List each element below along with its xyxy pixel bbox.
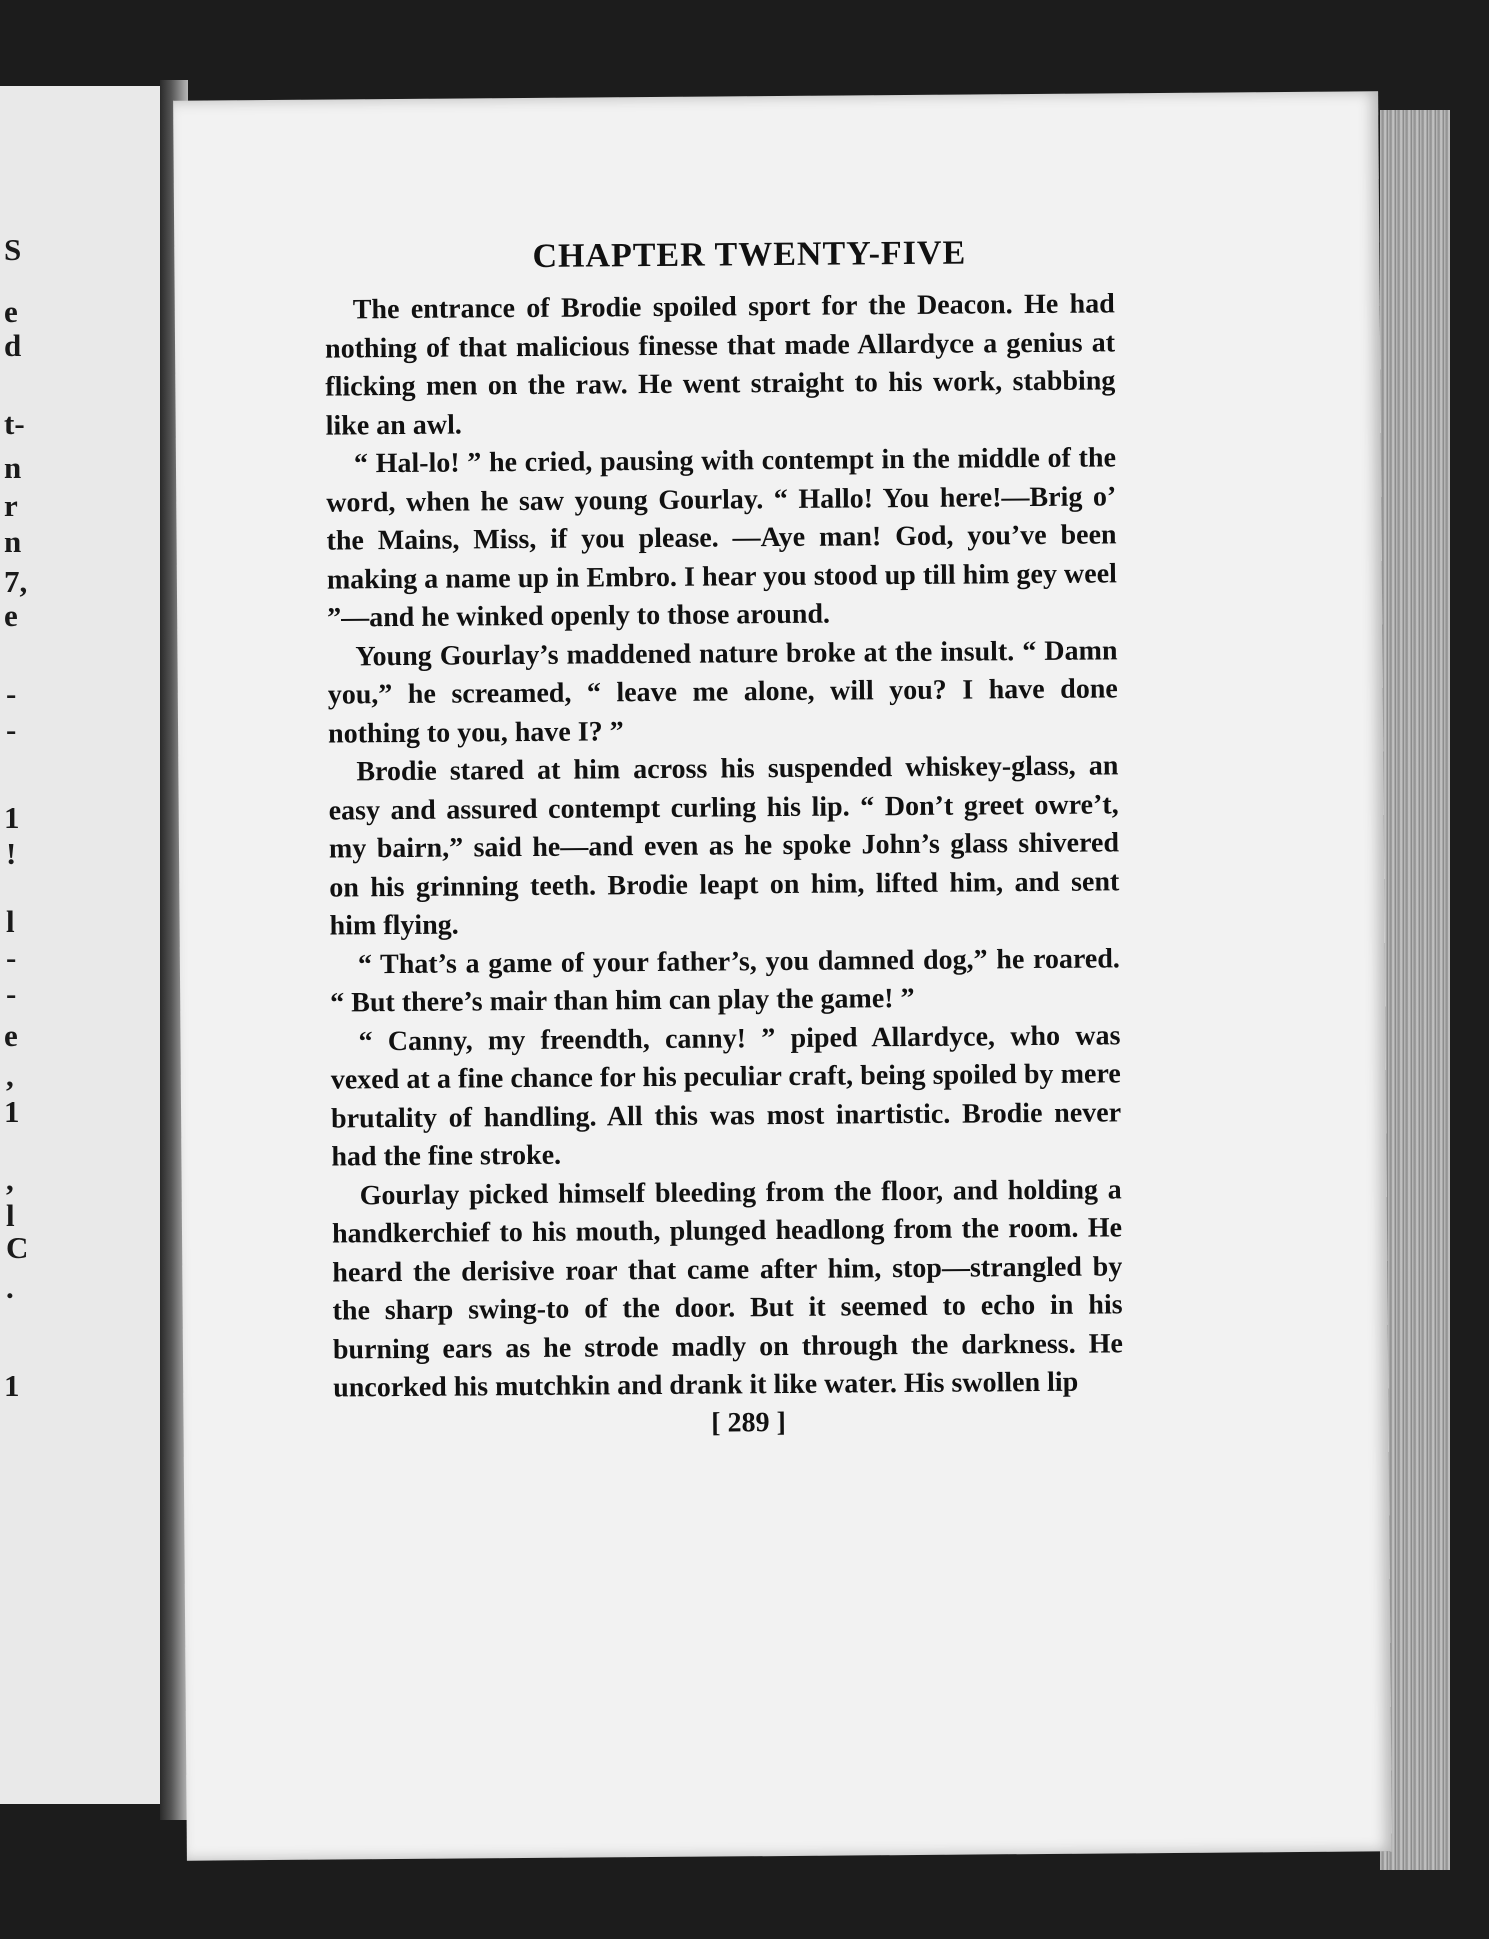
- paragraph: The entrance of Brodie spoiled sport for the Deacon. He had nothing of that malicious finesse that made Allardyce a genius at flicking men on the raw. He went straight to his work, stabbing like an awl.: [324, 288, 1116, 442]
- facing-page-text-fragment: n: [4, 450, 22, 485]
- paragraph: “ Hal-lo! ” he cried, pausing with contempt in the middle of the word, when he saw young Gourlay. “ Hallo! You here!—Brig o’ the Mains, Miss, if you please. —Aye man! God, you’ve been making a name up in Embro. I hear you stood up till him gey weel ”—and he winked openly to those around.: [326, 442, 1117, 634]
- facing-page-text-fragment: 7,: [4, 564, 28, 599]
- facing-page-text-fragment: ,: [6, 1162, 14, 1197]
- facing-page-text-fragment: e: [4, 294, 18, 329]
- facing-page-text-fragment: !: [6, 836, 17, 871]
- facing-page-text-fragment: -: [6, 676, 17, 711]
- facing-page-text-fragment: 1: [4, 1368, 20, 1403]
- book-page: [173, 91, 1392, 1860]
- paragraph: “ Canny, my freendth, canny! ” piped Allardyce, who was vexed at a fine chance for his peculiar craft, being spoiled by mere brutality of handling. All this was most inartistic. Brodie never had the fine stroke.: [330, 1019, 1122, 1173]
- facing-page-text-fragment: r: [4, 488, 18, 523]
- paragraph: Gourlay picked himself bleeding from the floor, and holding a handkerchief to his mouth, plunged headlong from the room. He heard the derisive roar that came after him, stop—strangled by the sharp swing-to of the door. But it seemed to echo in his burning ears as he strode madly on through the darkness. He uncorked his mutchkin and drank it like water. His swollen lip: [331, 1173, 1124, 1404]
- facing-page-text-fragment: -: [6, 940, 17, 975]
- facing-page-text-fragment: 1: [4, 800, 20, 835]
- paragraph: Brodie stared at him across his suspended whiskey-glass, an easy and assured contempt curling his lip. “ Don’t greet owre’t, my bairn,” said he—and even as he spoke John’s glass shivered on his grinning teeth. Brodie leapt on him, lifted him, and sent him flying.: [328, 750, 1120, 942]
- facing-page-text-fragment: C: [6, 1230, 29, 1265]
- page-number: [ 289 ]: [711, 1406, 786, 1439]
- facing-page-text-fragment: e: [4, 598, 18, 633]
- facing-page-text-fragment: -: [6, 976, 17, 1011]
- facing-page-text-fragment: .: [6, 1270, 14, 1305]
- facing-page-text-fragment: S: [4, 232, 22, 267]
- facing-page-text-fragment: t-: [4, 406, 25, 441]
- facing-page-fragment: [0, 86, 166, 1804]
- facing-page-text-fragment: l: [6, 1198, 15, 1233]
- facing-page-text-fragment: d: [4, 328, 22, 363]
- facing-page-text-fragment: n: [4, 524, 22, 559]
- chapter-title: CHAPTER TWENTY-FIVE: [532, 234, 967, 275]
- paragraph: Young Gourlay’s maddened nature broke at the insult. “ Damn you,” he screamed, “ leave me alone, will you? I have done nothing to you, have I? ”: [327, 634, 1118, 750]
- facing-page-text-fragment: 1: [4, 1094, 20, 1129]
- facing-page-text-fragment: e: [4, 1018, 18, 1053]
- facing-page-text-fragment: l: [6, 904, 15, 939]
- page-text: [324, 233, 1123, 1442]
- facing-page-text-fragment: -: [6, 712, 17, 747]
- facing-page-text-fragment: ,: [6, 1058, 14, 1093]
- page-edges: [1380, 110, 1450, 1870]
- paragraph: “ That’s a game of your father’s, you damned dog,” he roared. “ But there’s mair than him can play the game! ”: [330, 942, 1120, 1019]
